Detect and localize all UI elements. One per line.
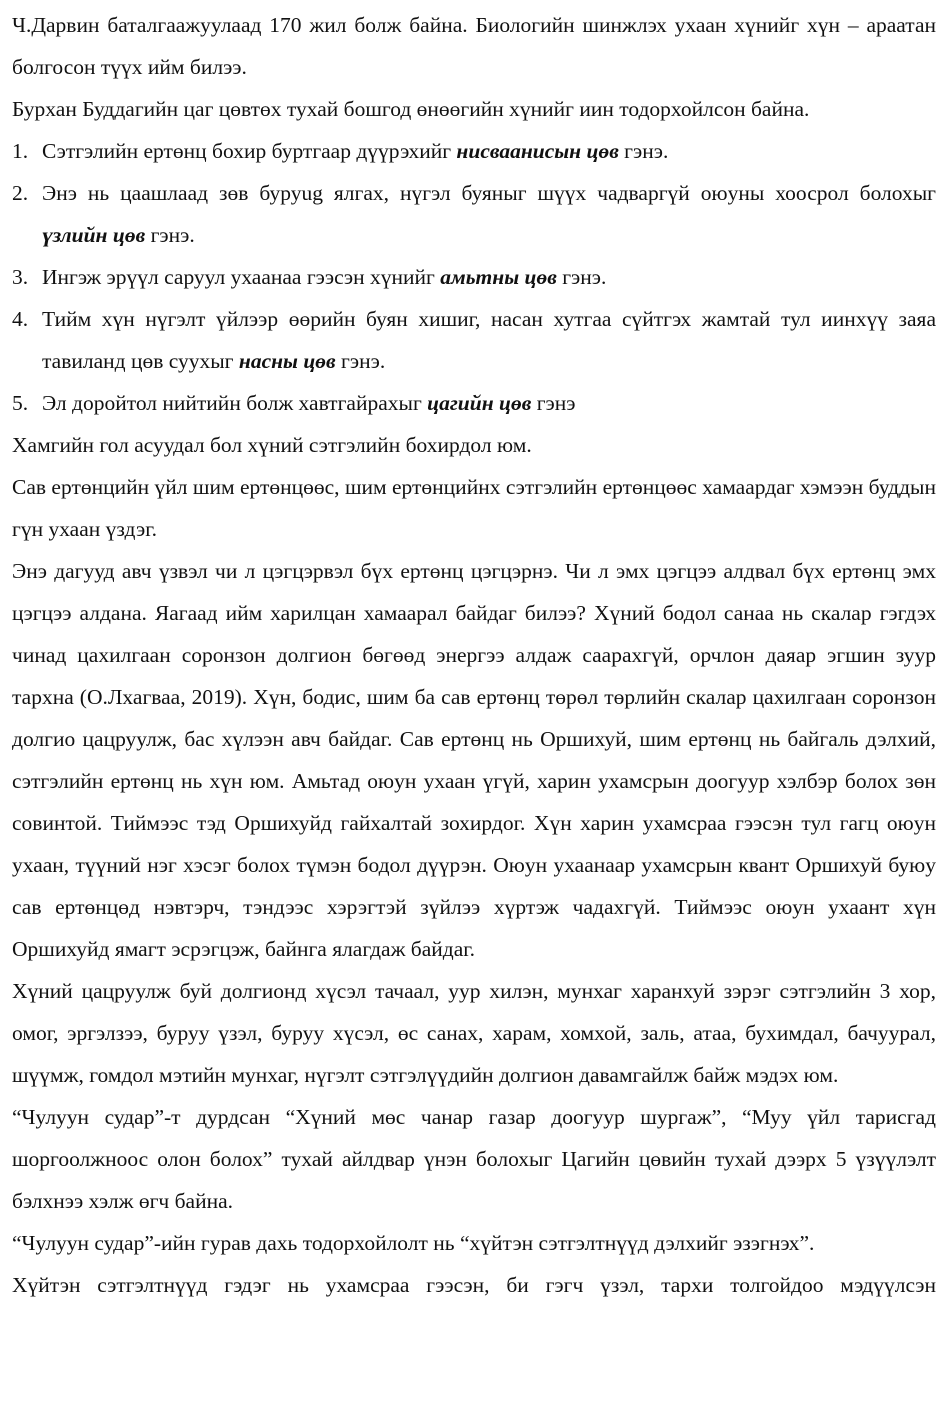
paragraph-stone-sutra-1: “Чулуун судар”-т дурдсан “Хүний мөс чанар газар доогуур шургаж”, “Муу үйл тарисгад шоргоолжноос олон болох” тухай айлдвар үнэн болохыг Цагийн цөвийн тухай дээрх 5 үзүүлэлт бэлхнээ хэлж өгч байна. [12,1105,936,1213]
emphasis-term: нисваанисын цөв [456,139,619,163]
list-number: 1. [12,139,29,163]
list-text: Ингэж эрүүл саруул ухаанаа гээсэн хүнийг амьтны цөв гэнэ. [42,265,607,289]
list-text: Сэтгэлийн ертөнц бохир буртгаар дүүрэхийг нисваанисын цөв гэнэ. [42,139,669,163]
list-item [12,172,936,256]
list-number: 2. [12,181,29,205]
emphasis-term: үзлийн цөв [42,223,146,247]
paragraph-buddha-intro: Бурхан Буддагийн цаг цөвтөх тухай бошгод өнөөгийн хүнийг иин тодорхойлсон байна. [12,97,810,121]
list-item [12,298,936,382]
list-text: Эл доройтол нийтийн болж хавтгайрахыг цагийн цөв гэнэ [42,391,576,415]
paragraph-poisons: Хүний цацруулж буй долгионд хүсэл тачаал, уур хилэн, мунхаг харанхуй зэрэг сэтгэлийн 3 хор, омог, эргэлзээ, буруу үзэл, буруу хүсэл, өс санах, харам, хомхой, заль, атаа, бухимдал, бачуурал, шүүмж, гомдол мэтийн мунхаг, нүгэлт сэтгэлүүдийн долгион давамгайлж байж мэдэх юм. [12,979,936,1087]
emphasis-term: насны цөв [238,349,336,373]
list-number: 5. [12,391,29,415]
emphasis-term: амьтны цөв [440,265,557,289]
list-number: 4. [12,307,29,331]
list-item [12,130,936,172]
list-item [12,382,936,424]
paragraph-scalar-waves: Энэ дагууд авч үзвэл чи л цэгцэрвэл бүх ертөнц цэгцэрнэ. Чи л эмх цэгцээ алдвал бүх ертөнц эмх цэгцээ алдана. Яагаад ийм харилцан хамаарал байдаг билээ? Хүний бодол санаа нь скалар гэгдэх чинад цахилгаан соронзон долгион бөгөөд энергээ алдаж саарахгүй, орчлон даяар эгшин зуур тархна (О.Лхагваа, 2019). Хүн, бодис, шим ба сав ертөнц төрөл төрлийн скалар цахилгаан соронзон долгио цацруулж, бас хүлээн авч байдаг. Сав ертөнц нь Оршихуй, шим ертөнц нь байгаль дэлхий, сэтгэлийн ертөнц нь хүн юм. Амьтад оюун ухаан үгүй, харин ухамсрын доогуур хэлбэр болох зөн совинтой. Тиймээс тэд Оршихуйд гайхалтай зохирдог. Хүн харин ухамсраа гээсэн тул гагц оюун ухаан, түүний нэг хэсэг болох түмэн бодол дүүрэн. Оюун ухаанаар ухамсрын квант Оршихуй буюу сав ертөнцөд нэвтэрч, тэндээс хэрэгтэй зүйлээ хүртэж чадахгүй. Тиймээс оюун ухаант хүн Оршихуйд ямагт эсрэгцэж, байнга ялагдаж байдаг. [12,559,936,961]
list-item [12,256,936,298]
emphasis-term: цагийн цөв [427,391,532,415]
paragraph-main-question: Хамгийн гол асуудал бол хүний сэтгэлийн бохирдол юм. [12,433,532,457]
list-text: Энэ нь цаашлаад зөв буруug ялгах, нүгэл буяныг шүүх чадваргүй оюуны хоосрол болохыг үзлийн цөв гэнэ. [42,181,936,247]
list-number: 3. [12,265,29,289]
document-page [12,4,936,1306]
paragraph-cold-hearted: Хүйтэн сэтгэлтнүүд гэдэг нь ухамсраа гээсэн, би гэгч үзэл, тархи толгойдоо мэдүүлсэн [12,1273,936,1297]
list-text: Тийм хүн нүгэлт үйлээр өөрийн буян хишиг, насан хутгаа сүйтгэх жамтай тул иинхүү заяа тавиланд цөв суухыг насны цөв гэнэ. [42,307,936,373]
paragraph-stone-sutra-2: “Чулуун судар”-ийн гурав дахь тодорхойлолт нь “хүйтэн сэтгэлтнүүд дэлхийг эзэгнэх”. [12,1231,815,1255]
paragraph-darwin: Ч.Дарвин баталгаажуулаад 170 жил болж байна. Биологийн шинжлэх ухаан хүнийг хүн – араатан болгосон түүх ийм билээ. [12,13,936,79]
paragraph-worlds: Сав ертөнцийн үйл шим ертөнцөөс, шим ертөнцийнх сэтгэлийн ертөнцөөс хамаардаг хэмээн буддын гүн ухаан үздэг. [12,475,936,541]
